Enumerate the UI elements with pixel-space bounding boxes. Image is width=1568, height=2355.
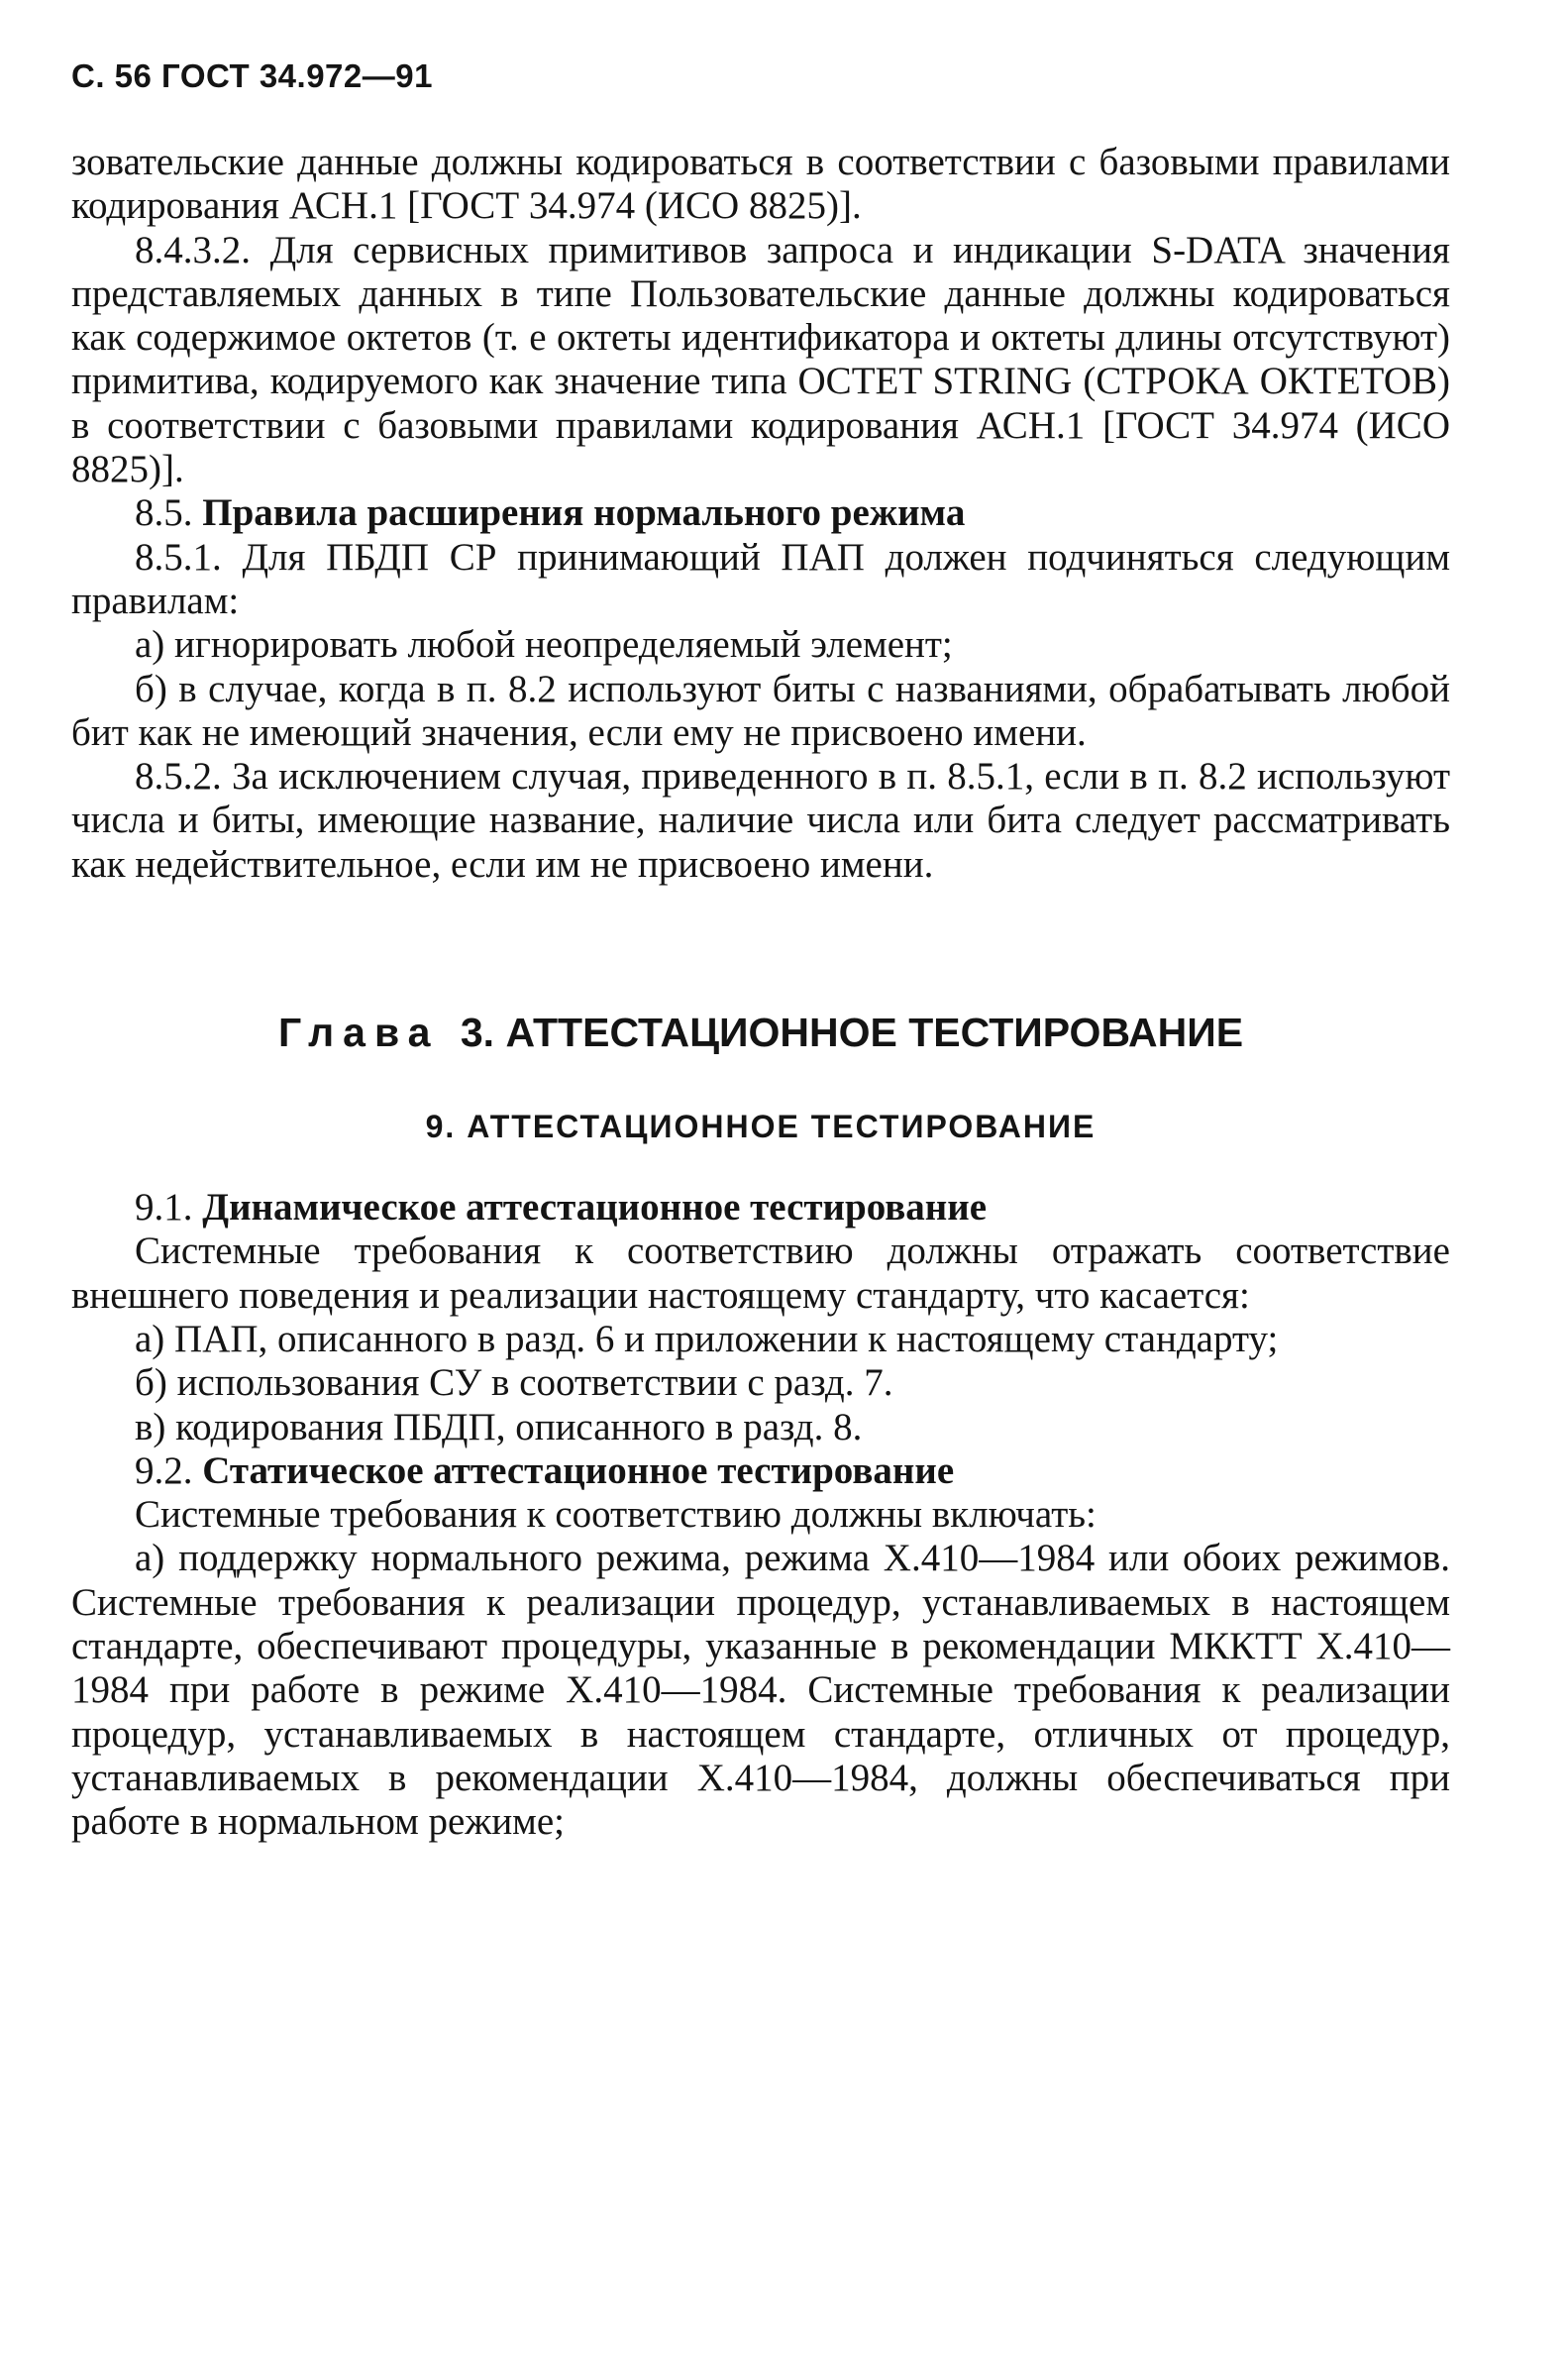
chapter-label: Глава xyxy=(277,1010,440,1056)
list-item-8-5-1-b: б) в случае, когда в п. 8.2 используют биты с названиями, обрабатывать любой бит как не имеющий значения, если ему не присвоено имени. xyxy=(71,667,1450,754)
chapter-title xyxy=(71,1008,1450,1057)
heading-8-5-number: 8.5. xyxy=(135,491,193,535)
section-9-title: 9. АТТЕСТАЦИОННОЕ ТЕСТИРОВАНИЕ xyxy=(425,1109,1097,1145)
list-item-9-1-c: в) кодирования ПБДП, описанного в разд. 8. xyxy=(135,1405,863,1448)
heading-9-2-title: Статическое аттестационное тестирование xyxy=(202,1448,955,1492)
list-item-9-1-a: а) ПАП, описанного в разд. 6 и приложении к настоящему стандарту; xyxy=(135,1317,1279,1360)
section-gap xyxy=(71,887,1450,1008)
body-text xyxy=(71,141,1450,1845)
paragraph-8-4-3-2: 8.4.3.2. Для сервисных примитивов запроса и индикации S-DATA значения представляемых данных в типе Пользовательские данные должны кодироваться как содержимое октетов (т. е октеты идентификатора и октеты длины отсутствуют) примитива, кодируемого как значение типа OCTET STRING (СТРОКА ОКТЕТОВ) в соответствии с базовыми правилами кодирования АСН.1 [ГОСТ 34.974 (ИСО 8825)]. xyxy=(71,228,1450,491)
list-item-9-1-b: б) использования СУ в соответствии с разд. 7. xyxy=(135,1361,893,1405)
heading-9-1-number: 9.1. xyxy=(135,1186,193,1230)
list-item-9-2-a: а) поддержку нормального режима, режима X.410—1984 или обоих режимов. Системные требования к реализации процедур, устанавливаемых в настоящем стандарте, обеспечивают процедуры, указанные в рекомендации МККТТ X.410—1984 при работе в режиме X.410—1984. Системные требования к реализации процедур, устанавливаемых в настоящем стандарте, отличных от процедур, устанавливаемых в рекомендации X.410—1984, должны обеспечиваться при работе в нормальном режиме; xyxy=(71,1537,1450,1844)
document-page xyxy=(71,57,1450,1845)
running-head: С. 56 ГОСТ 34.972—91 xyxy=(71,57,433,94)
chapter-name: 3. АТТЕСТАЦИОННОЕ ТЕСТИРОВАНИЕ xyxy=(460,1010,1244,1056)
heading-9-2 xyxy=(71,1449,1450,1493)
heading-8-5 xyxy=(71,491,1450,535)
paragraph-8-5-1: 8.5.1. Для ПБДП СР принимающий ПАП должен подчиняться следующим правилам: xyxy=(71,535,1450,622)
paragraph-8-5-2: 8.5.2. За исключением случая, приведенного в п. 8.5.1, если в п. 8.2 используют числа и биты, имеющие название, наличие числа или бита следует рассматривать как недействительное, если им не присвоено имени. xyxy=(71,755,1450,886)
heading-8-5-title: Правила расширения нормального режима xyxy=(202,491,966,535)
heading-9-1-title: Динамическое аттестационное тестирование xyxy=(202,1186,988,1230)
paragraph-9-2-intro: Системные требования к соответствию должны включать: xyxy=(135,1493,1097,1537)
heading-9-2-number: 9.2. xyxy=(135,1448,193,1492)
paragraph-continuation: зовательские данные должны кодироваться в соответствии с базовыми правилами кодирования АСН.1 [ГОСТ 34.974 (ИСО 8825)]. xyxy=(71,141,1450,228)
heading-9-1 xyxy=(71,1186,1450,1230)
paragraph-9-1-intro: Системные требования к соответствию должны отражать соответствие внешнего поведения и реализации настоящему стандарту, что касается: xyxy=(71,1230,1450,1317)
list-item-8-5-1-a: а) игнорировать любой неопределяемый элемент; xyxy=(135,623,953,667)
